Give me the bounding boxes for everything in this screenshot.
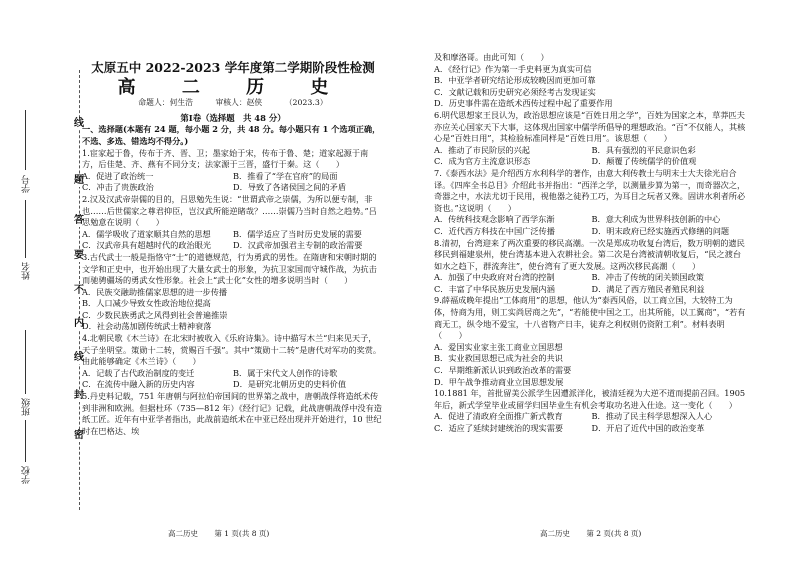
option: B．推看了“学在官府”的局面 [233,170,338,181]
question-stem: 9.薛福成晚年提出“工体商用”的思想，他认为“泰西风俗，以工商立国，大较特工为体，恃商为用，则工实尚居商之先”，“若能使中国之工，出其所能，以工翼商”，“若有商无工，纵令地不爱宝，十八省物产日丰，徒弃之利权则仍资附工利”。材料表明（ ） [434,295,746,341]
question-options [82,171,384,194]
exam-meta [82,97,384,109]
option: C．适应了延续封建统治的现实需要 [434,423,564,433]
option: C．丰富了中华民族历史发展内涵 [434,283,555,294]
option: B．具有强烈的平民意识色彩 [591,144,696,155]
question-options [434,145,749,168]
question-stem: 及和摩洛哥。由此可知（ ） [434,52,549,62]
right-column [434,52,749,435]
option: D．导致了各诸侯国之间的矛盾 [233,182,347,193]
option: B．意大利成为世界科技创新的中心 [591,214,721,225]
option: A．爱国实业家主张工商业立国思想 [434,341,563,352]
option: D．颠覆了传统儒学的价值观 [591,156,697,167]
seal-char: 题 [74,175,84,186]
option: A．民族交融助推儒家思想的进一步传播 [82,286,228,297]
question-options [434,214,749,237]
reviewer: 审核人：赵侠 [215,98,263,108]
question-stem: 2.汉及汉武帝崇儒的目的，吕思勉先生说：“世谓武帝之崇儒，为所以便专制，非也……后世儒家之尊君抑臣，岂汉武所能逆睹哉？……崇儒乃当时自然之趋势。”吕思勉意在说明（ ） [82,193,377,228]
seal-char: 不 [74,285,84,296]
question-stem: 7.《泰西水法》是介绍西方水利科学的著作，由意大利传教士与明末士大夫徐光启合译。《四库全书总目》介绍此书并指出：“西洋之学，以测量步算为第一，而奇器次之，奇器之中，水法尤切于民用，视他器之徒矜工巧，为耳目之玩者又殊。固讲水利者所必资也。”这说明（ ） [434,167,746,213]
question [434,52,749,110]
option: C．少数民族勇武之风得到社会普遍推崇 [82,309,228,320]
option: D．社会动荡加剧传统武士精神衰落 [82,321,212,332]
question [434,110,749,168]
option: C．近代西方科技在中国广泛传播 [434,225,555,236]
option: D．是研究北朝历史的史料价值 [233,379,347,390]
option: B．推动了民主科学思想深入人心 [591,411,713,422]
question [434,295,749,388]
question-options [434,272,749,295]
section-title: 第Ⅰ卷（选择题 共 48 分） [180,112,286,123]
footer-page: 第 1 页(共 8 页) [214,529,270,538]
option: B．人口减少导致女性政治地位提高 [82,298,211,309]
left-column [82,52,384,437]
option: B．实业救国思想已成为社会的共识 [434,353,563,364]
question-options [82,287,384,333]
question-stem: 8.清初，台湾迎来了两次重要的移民高潮。一次是郑成功收复台湾后，数万明朝的遗民移民到福建泉州，使台湾基本进入农耕社会。第二次是台湾被清朝收复后，“民之渡台如水之趋下，群流奔注”，使台湾有了更大发展。这两次移民高潮（ ） [434,237,745,271]
option: A．儒学吸收了道家顺其自然的思想 [82,228,211,239]
exam-date: （2023.3） [284,98,328,108]
question [434,238,749,296]
option: A．促进了政治统一 [82,170,154,181]
option: A．记载了古代政治制度的变迁 [82,367,195,378]
seal-char: 线 [74,352,84,363]
setter: 命题人：何生浩 [138,98,193,108]
option: C．在流传中融入新的历史内容 [82,379,195,390]
question-options [434,64,749,110]
option: D．汉武帝加强君主专制的政治需要 [233,240,363,251]
option: B．冲击了传统的闭关锁国政策 [591,272,704,283]
question-stem: 4.北朝民歌《木兰诗》在北宋时被收入《乐府诗集》。诗中描写木兰“归来见天子，天子坐明堂。策勋十二转，赏赐百千强”。其中“策勋十二转”是唐代对军功的奖赏。由此能够确定《木兰诗》（ ） [82,333,382,367]
question-stem: 10.1881 年，首批留美公派学生因遭派洋化，被清廷视为大逆不道而提前召回。1905 年后，新式学堂毕业或留学归国毕业生有机会考取功名进入仕途。这一变化（ ） [434,388,746,410]
question [82,148,384,194]
seal-char: 要 [74,250,84,261]
option: D．开启了近代中国的政治变革 [591,423,705,433]
page-footer-right [540,528,655,539]
option: D．明末政府已经实施西式修缮的问题 [591,225,730,236]
seal-char: 内 [74,318,84,329]
option: C．汉武帝具有超越时代的政治眼光 [82,240,212,251]
subject-title: 高 二 历 史 [117,76,349,98]
option: A．加强了中央政府对台湾的控制 [434,272,555,283]
question-stem: 5.丹史料记载，751 年唐朝与阿拉伯帝国间的世界第之战中，唐朝战俘将造纸术传到非洲和欧洲。但据杜环（735—812 年）《经行记》记载，此战唐朝战俘中没有造纸工匠。近年有中亚学者指出，此战前造纸术在中亚已经出现并开始进行，10 世纪时在巴格达、埃 [82,391,382,436]
option: C．文献记载和历史研究必须经考古发现证实 [434,86,596,97]
question [82,252,384,333]
class-label: 班级 [22,398,32,416]
question-options [82,368,384,391]
class-line [25,330,26,394]
seal-char: 答 [74,215,84,226]
exam-title: 太原五中 2022-2023 学年度第二学期阶段性检测 [91,60,375,75]
question [82,194,384,252]
option: D．满足了西方殖民者殖民利益 [591,283,705,294]
option: A．促进了清政府全面推广新式教育 [434,411,563,422]
footer-subject: 高二历史 [168,529,198,538]
option: A．《经行记》作为第一手史料更为真实可信 [434,63,592,74]
name-line [25,200,26,258]
name-label: 姓名 [22,262,32,280]
question-stem: 3.古代武士一般是指恪守“士”的道德规范，行为勇武的男性。在隋唐和宋朝时期的文学和正史中，也开始出现了大量女武士的形象，为抗卫家国而守城作战，为抗击而驰骋疆场的勇武女性形象。社会上“武士化”女性的增多说明当时（ ） [82,251,377,286]
seal-char: 封 [74,390,84,401]
question [82,391,384,437]
page-footer-left [168,528,283,539]
student-no-line [25,110,26,170]
question-options [434,342,749,388]
option: B．中亚学者研究结论形成较晚因而更加可靠 [434,75,596,86]
option: A．推动了市民阶层的兴起 [434,144,530,155]
seal-char: 线 [74,118,84,129]
school-label: 学校 [22,466,32,484]
question [434,388,749,434]
section-instructions: 一、选择题(本题有 24 题，每小题 2 分，共 48 分。每小题只有 1 个选项正确，不选、多选、错选均不得分。) [82,124,381,146]
option: D．甲午战争推动商业立国思想发展 [434,376,564,387]
option: D．历史事件需在造纸术西传过程中起了重要作用 [434,98,613,109]
question-options [434,411,749,434]
option: B．属于宋代文人创作的诗歌 [233,367,338,378]
question-stem: 6.明代思想家王艮认为，政治思想应该是“百姓日用之学”，百姓为国家之本，草莽匹夫亦应关心国家天下大事，这体现出国家中儒学所倡导的理想政治。“百”不仅能人，其核心是“百姓日用”，其检验标准同样是“百姓日用”。该思想（ ） [434,109,746,144]
option: A．传统科技观念影响了西学东渐 [434,214,555,225]
question-options [82,229,384,252]
question [434,168,749,238]
footer-subject: 高二历史 [540,529,570,538]
question [82,333,384,391]
option: C．成为官方主流意识形态 [434,156,531,167]
school-line [25,420,26,462]
option: C．冲击了贵族政治 [82,182,154,193]
student-no-label: 学号 [22,175,32,193]
question-stem: 1.宦家起于鲁，传布于齐、晋、卫；墨家始于宋，传布于鲁、楚；道家起源于南方，后佳楚、齐、燕有不同分支；法家源于三晋，盛行于秦。这（ ） [82,147,369,170]
option: B．儒学适应了当时历史发展的需要 [233,228,362,239]
seal-char: 密 [74,430,84,441]
option: C．早期维新派认识到政治改革的需要 [434,365,572,376]
footer-page: 第 2 页(共 8 页) [586,529,642,538]
